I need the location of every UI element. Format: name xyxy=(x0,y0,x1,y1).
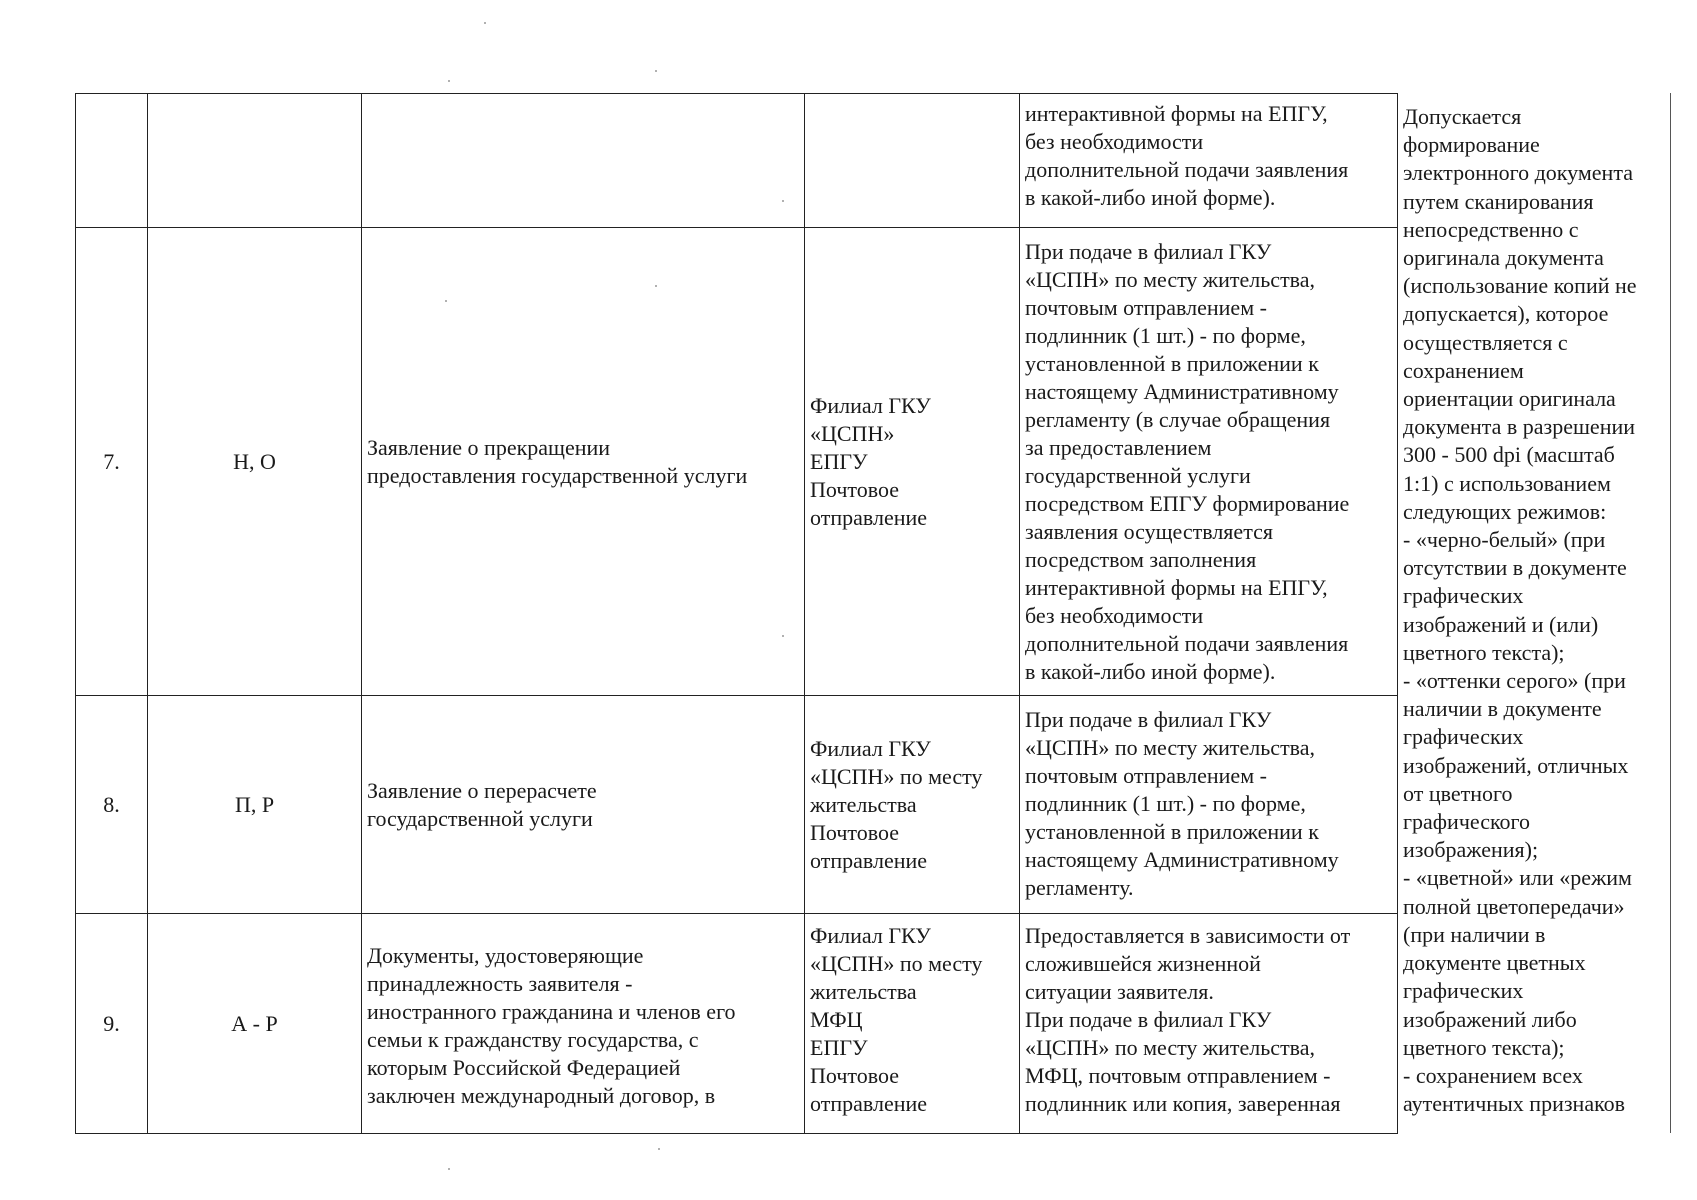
method-line: отправление xyxy=(810,1091,928,1116)
note-line: - «черно-белый» (при xyxy=(1403,527,1606,553)
requirements-line: подлинник (1 шт.) - по форме, xyxy=(1025,791,1306,816)
note-line: формирование xyxy=(1403,132,1540,158)
note-line: аутентичных признаков xyxy=(1403,1091,1626,1117)
applicant-code-cell: А - Р xyxy=(148,914,362,1134)
requirements-line: почтовым отправлением - xyxy=(1025,295,1267,320)
requirements-line: заявления осуществляется xyxy=(1025,519,1273,544)
requirements-cell xyxy=(1020,228,1398,696)
table-row-8 xyxy=(76,696,1398,914)
note-line: цветного текста); xyxy=(1403,1034,1565,1060)
requirements-line: в какой-либо иной форме). xyxy=(1025,185,1276,210)
requirements-line: без необходимости xyxy=(1025,603,1204,628)
note-line: от цветного xyxy=(1403,780,1513,806)
table-row-continuation xyxy=(76,94,1398,228)
document-line: иностранного гражданина и членов его xyxy=(367,999,736,1024)
requirements-cell xyxy=(1020,914,1398,1134)
requirements-line: установленной в приложении к xyxy=(1025,819,1319,844)
note-line: изображений либо xyxy=(1403,1006,1577,1032)
method-line: жительства xyxy=(810,979,917,1004)
note-line: следующих режимов: xyxy=(1403,498,1607,524)
note-line: графических xyxy=(1403,583,1524,609)
document-line: принадлежность заявителя - xyxy=(367,971,633,996)
requirements-line: «ЦСПН» по месту жительства, xyxy=(1025,1035,1316,1060)
scanning-requirements-note xyxy=(1403,103,1671,1118)
scan-speck xyxy=(655,285,657,287)
note-line: путем сканирования xyxy=(1403,188,1594,214)
method-line: Филиал ГКУ xyxy=(810,392,931,418)
requirements-line: за предоставлением xyxy=(1025,435,1212,460)
document-line: государственной услуги xyxy=(367,805,593,831)
note-line: 300 - 500 dpi (масштаб xyxy=(1403,442,1615,468)
scan-speck xyxy=(484,22,486,24)
method-line: отправление xyxy=(810,847,928,873)
requirements-line: почтовым отправлением - xyxy=(1025,763,1267,788)
note-line: - «цветной» или «режим xyxy=(1403,865,1632,891)
method-line: Почтовое xyxy=(810,476,899,502)
note-line: изображения); xyxy=(1403,837,1539,863)
method-line: «ЦСПН» xyxy=(810,420,895,446)
note-line: - «оттенки серого» (при xyxy=(1403,668,1626,694)
note-line: изображений и (или) xyxy=(1403,611,1599,637)
requirements-line: подлинник или копия, заверенная xyxy=(1025,1091,1341,1116)
requirements-line: регламенту (в случае обращения xyxy=(1025,407,1331,432)
note-line: непосредственно с xyxy=(1403,216,1579,242)
requirements-line: настоящему Административному xyxy=(1025,847,1339,872)
requirements-line: посредством ЕПГУ формирование xyxy=(1025,491,1350,516)
method-line: Почтовое xyxy=(810,819,899,845)
note-line: - сохранением всех xyxy=(1403,1062,1583,1088)
submission-method-cell xyxy=(805,914,1020,1134)
requirements-line: «ЦСПН» по месту жительства, xyxy=(1025,267,1316,292)
note-line: полной цветопередачи» xyxy=(1403,893,1625,919)
scan-speck xyxy=(782,200,784,202)
requirements-line: Предоставляется в зависимости от xyxy=(1025,923,1351,948)
method-line: Филиал ГКУ xyxy=(810,923,931,948)
note-line: осуществляется с xyxy=(1403,329,1568,355)
method-line: «ЦСПН» по месту xyxy=(810,763,983,789)
requirements-line: интерактивной формы на ЕПГУ, xyxy=(1025,101,1328,126)
requirements-line: посредством заполнения xyxy=(1025,547,1257,572)
note-line: 1:1) с использованием xyxy=(1403,470,1611,496)
note-line: отсутствии в документе xyxy=(1403,555,1627,581)
method-line: Почтовое xyxy=(810,1063,899,1088)
note-line: сохранением xyxy=(1403,357,1524,383)
note-line: (при наличии в xyxy=(1403,921,1546,947)
document-name-cell xyxy=(362,914,805,1134)
requirements-line: «ЦСПН» по месту жительства, xyxy=(1025,735,1316,760)
method-line: Филиал ГКУ xyxy=(810,735,931,761)
requirements-line: МФЦ, почтовым отправлением - xyxy=(1025,1063,1331,1088)
document-line: Заявление о перерасчете xyxy=(367,777,597,803)
note-line: документа в разрешении xyxy=(1403,414,1636,440)
requirements-line: в какой-либо иной форме). xyxy=(1025,659,1276,684)
requirements-line: При подаче в филиал ГКУ xyxy=(1025,1007,1272,1032)
submission-method-cell xyxy=(805,94,1020,228)
document-name-cell xyxy=(362,228,805,696)
document-line: предоставления государственной услуги xyxy=(367,462,748,488)
document-line: Документы, удостоверяющие xyxy=(367,943,644,968)
note-line: изображений, отличных xyxy=(1403,752,1629,778)
applicant-code-cell: П, Р xyxy=(148,696,362,914)
note-line: допускается), которое xyxy=(1403,301,1609,327)
applicant-code-cell xyxy=(148,94,362,228)
applicant-code-cell: Н, О xyxy=(148,228,362,696)
document-name-cell xyxy=(362,94,805,228)
note-line: электронного документа xyxy=(1403,160,1633,186)
note-line: (использование копий не xyxy=(1403,273,1637,299)
table-row-7 xyxy=(76,228,1398,696)
note-line: Допускается xyxy=(1403,104,1522,129)
requirements-cell xyxy=(1020,94,1398,228)
requirements-line: ситуации заявителя. xyxy=(1025,979,1214,1004)
scan-speck xyxy=(448,1168,450,1170)
note-line: графических xyxy=(1403,978,1524,1004)
requirements-line: При подаче в филиал ГКУ xyxy=(1025,239,1272,264)
requirements-line: государственной услуги xyxy=(1025,463,1251,488)
requirements-line: подлинник (1 шт.) - по форме, xyxy=(1025,323,1306,348)
document-line: Заявление о прекращении xyxy=(367,434,611,460)
note-line: графических xyxy=(1403,724,1524,750)
page-edge-line xyxy=(1670,93,1671,1133)
method-line: МФЦ xyxy=(810,1007,863,1032)
document-line: которым Российской Федерацией xyxy=(367,1055,681,1080)
method-line: ЕПГУ xyxy=(810,448,868,474)
requirements-line: установленной в приложении к xyxy=(1025,351,1319,376)
requirements-line: сложившейся жизненной xyxy=(1025,951,1261,976)
row-number-cell xyxy=(76,94,148,228)
requirements-line: регламенту. xyxy=(1025,875,1134,900)
requirements-line: При подаче в филиал ГКУ xyxy=(1025,707,1272,732)
submission-method-cell xyxy=(805,696,1020,914)
note-line: наличии в документе xyxy=(1403,696,1602,722)
scan-speck xyxy=(782,635,784,637)
requirements-line: дополнительной подачи заявления xyxy=(1025,631,1349,656)
document-line: семьи к гражданству государства, с xyxy=(367,1027,699,1052)
note-line: ориентации оригинала xyxy=(1403,386,1616,412)
submission-method-cell xyxy=(805,228,1020,696)
scan-speck xyxy=(658,1148,660,1150)
note-line: оригинала документа xyxy=(1403,245,1604,271)
requirements-line: дополнительной подачи заявления xyxy=(1025,157,1349,182)
table-row-9 xyxy=(76,914,1398,1134)
method-line: отправление xyxy=(810,504,928,530)
requirements-line: настоящему Административному xyxy=(1025,379,1339,404)
scan-speck xyxy=(448,80,450,82)
method-line: жительства xyxy=(810,791,917,817)
row-number-cell: 9. xyxy=(76,914,148,1134)
method-line: «ЦСПН» по месту xyxy=(810,951,983,976)
note-line: цветного текста); xyxy=(1403,639,1565,665)
note-line: графического xyxy=(1403,809,1531,835)
document-line: заключен международный договор, в xyxy=(367,1083,716,1108)
requirements-cell xyxy=(1020,696,1398,914)
scan-speck xyxy=(655,70,657,72)
note-line: документе цветных xyxy=(1403,950,1586,976)
method-line: ЕПГУ xyxy=(810,1035,868,1060)
requirements-line: интерактивной формы на ЕПГУ, xyxy=(1025,575,1328,600)
documents-table xyxy=(75,93,1398,1134)
scan-speck xyxy=(445,300,447,302)
row-number-cell: 8. xyxy=(76,696,148,914)
document-name-cell xyxy=(362,696,805,914)
requirements-line: без необходимости xyxy=(1025,129,1204,154)
row-number-cell: 7. xyxy=(76,228,148,696)
